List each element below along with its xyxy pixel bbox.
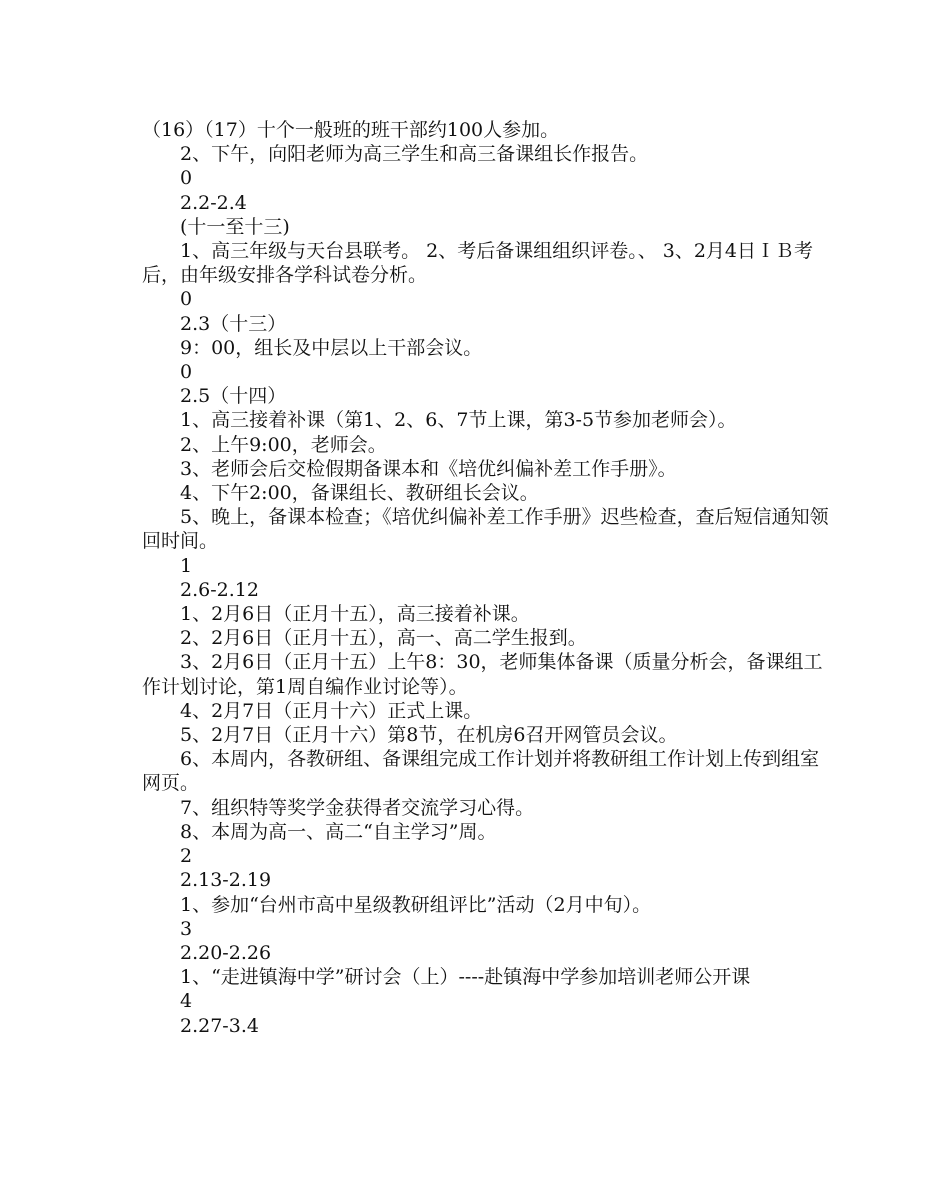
document-paragraph: 2.20-2.26 <box>180 941 272 964</box>
document-paragraph: 0 <box>180 288 193 311</box>
document-paragraph: 4、2月7日（正月十六）正式上课。 <box>180 699 483 722</box>
document-paragraph: 9：00，组长及中层以上干部会议。 <box>180 336 483 359</box>
document-paragraph: 2.13-2.19 <box>180 869 272 892</box>
document-paragraph: 4 <box>180 990 193 1013</box>
document-paragraph: 1、参加“台州市高中星级教研组评比”活动（2月中旬）。 <box>180 893 652 916</box>
document-body <box>142 118 832 1038</box>
document-paragraph: 8、本周为高一、高二“自主学习”周。 <box>180 820 497 843</box>
document-paragraph: 2 <box>180 845 193 868</box>
document-paragraph: 2.3（十三） <box>180 312 287 335</box>
document-paragraph: 3、2月6日（正月十五）上午8：30，老师集体备课（质量分析会，备课组工作计划讨论，第1周自编作业讨论等）。 <box>142 651 823 698</box>
document-paragraph: 2.5（十四） <box>180 385 287 408</box>
document-paragraph: 5、2月7日（正月十六）第8节，在机房6召开网管员会议。 <box>180 724 678 747</box>
document-paragraph: 7、组织特等奖学金获得者交流学习心得。 <box>180 796 535 819</box>
document-paragraph: (十一至十三) <box>180 215 290 238</box>
document-paragraph: 1、高三接着补课（第1、2、6、7节上课，第3-5节参加老师会）。 <box>180 409 737 432</box>
document-paragraph: （16）（17）十个一般班的班干部约100人参加。 <box>142 119 560 141</box>
document-paragraph: 3 <box>180 917 193 940</box>
document-paragraph: 6、本周内，各教研组、备课组完成工作计划并将教研组工作计划上传到组室网页。 <box>142 748 820 795</box>
document-paragraph: 2.27-3.4 <box>180 1014 259 1037</box>
document-paragraph: 1、高三年级与天台县联考。 2、考后备课组组织评卷。、 3、2月4日ＩＢ考后，由年级安排各学科试卷分析。 <box>142 240 814 287</box>
document-paragraph: 2、上午9:00，老师会。 <box>180 433 387 456</box>
document-paragraph: 0 <box>180 167 193 190</box>
document-paragraph: 2.2-2.4 <box>180 191 247 214</box>
document-paragraph: 1 <box>180 554 193 577</box>
document-paragraph: 3、老师会后交检假期备课本和《培优纠偏补差工作手册》。 <box>180 457 677 480</box>
document-paragraph: 1、“走进镇海中学”研讨会（上）----赴镇海中学参加培训老师公开课 <box>180 966 751 989</box>
document-paragraph: 1、2月6日（正月十五），高三接着补课。 <box>180 603 530 626</box>
document-paragraph: 0 <box>180 361 193 384</box>
document-paragraph: 5、晚上，备课本检查；《培优纠偏补差工作手册》迟些检查，查后短信通知领回时间。 <box>142 506 829 553</box>
document-paragraph: 2、2月6日（正月十五），高一、高二学生报到。 <box>180 627 587 650</box>
document-paragraph: 4、下午2:00，备课组长、教研组长会议。 <box>180 482 539 505</box>
document-paragraph: 2、下午，向阳老师为高三学生和高三备课组长作报告。 <box>180 143 649 166</box>
document-paragraph: 2.6-2.12 <box>180 578 259 601</box>
